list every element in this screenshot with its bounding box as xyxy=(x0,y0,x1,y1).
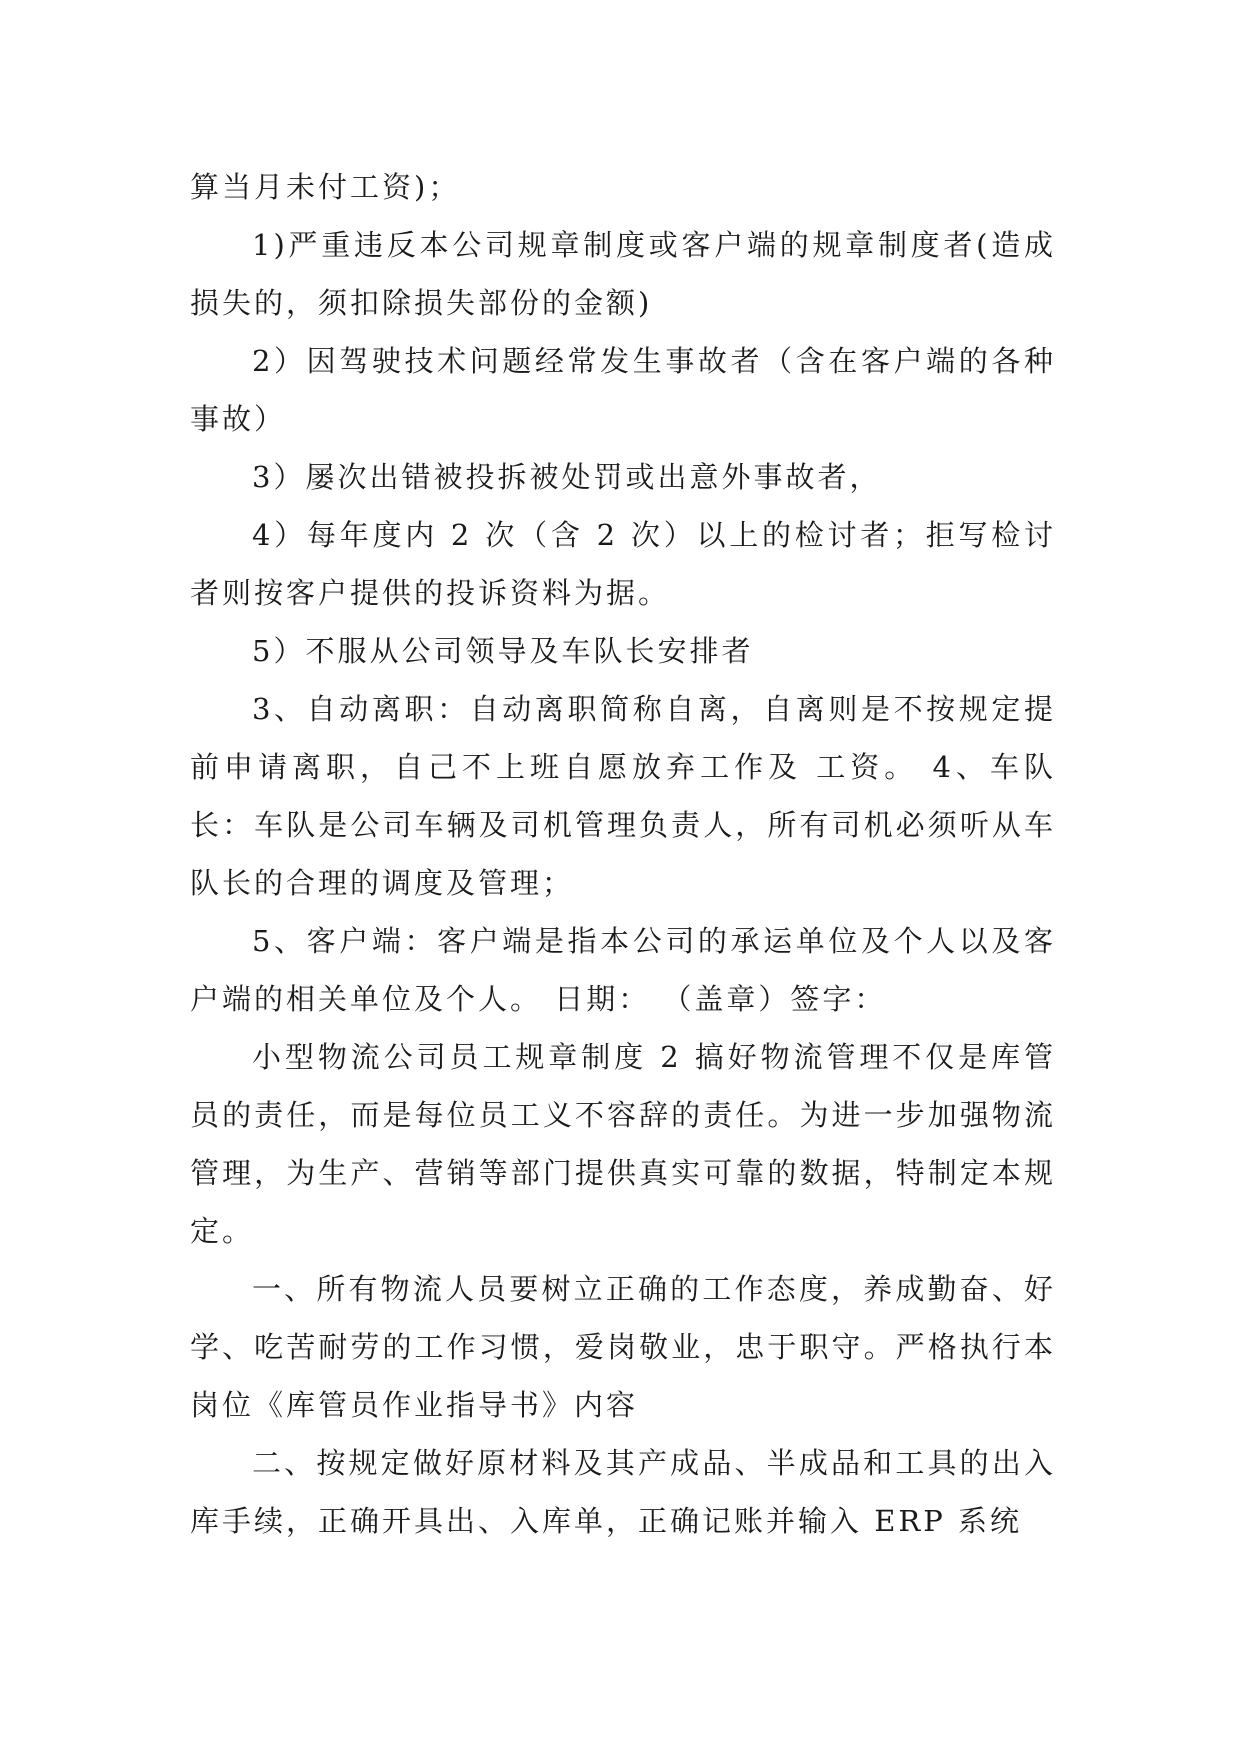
paragraph-2: 1)严重违反本公司规章制度或客户端的规章制度者(造成损失的，须扣除损失部份的金额) xyxy=(190,228,1056,320)
paragraph-4: 3）屡次出错被投拆被处罚或出意外事故者， xyxy=(252,460,882,494)
paragraph-1: 算当月未付工资)； xyxy=(190,170,461,204)
paragraph-8: 5、客户端：客户端是指本公司的承运单位及个人以及客户端的相关单位及个人。 日期： （盖章）签字： xyxy=(190,924,1056,1016)
paragraph-3: 2）因驾驶技术问题经常发生事故者（含在客户端的各种事故） xyxy=(190,344,1056,436)
paragraph-5: 4）每年度内 2 次（含 2 次）以上的检讨者；拒写检讨者则按客户提供的投诉资料为据。 xyxy=(190,518,1056,610)
paragraph-10: 一、所有物流人员要树立正确的工作态度，养成勤奋、好学、吃苦耐劳的工作习惯，爱岗敬业，忠于职守。严格执行本岗位《库管员作业指导书》内容 xyxy=(190,1272,1056,1422)
document-body xyxy=(190,158,1056,1550)
paragraph-6: 5）不服从公司领导及车队长安排者 xyxy=(252,634,754,668)
paragraph-7: 3、自动离职：自动离职简称自离，自离则是不按规定提前申请离职，自己不上班自愿放弃工作及 工资。 4、车队长：车队是公司车辆及司机管理负责人，所有司机必须听从车队长的合理的调度及管理； xyxy=(190,692,1056,900)
paragraph-11: 二、按规定做好原材料及其产成品、半成品和工具的出入库手续，正确开具出、入库单，正确记账并输入 ERP 系统 xyxy=(190,1446,1056,1538)
paragraph-9: 小型物流公司员工规章制度 2 搞好物流管理不仅是库管员的责任，而是每位员工义不容辞的责任。为进一步加强物流管理，为生产、营销等部门提供真实可靠的数据，特制定本规定。 xyxy=(190,1040,1056,1248)
